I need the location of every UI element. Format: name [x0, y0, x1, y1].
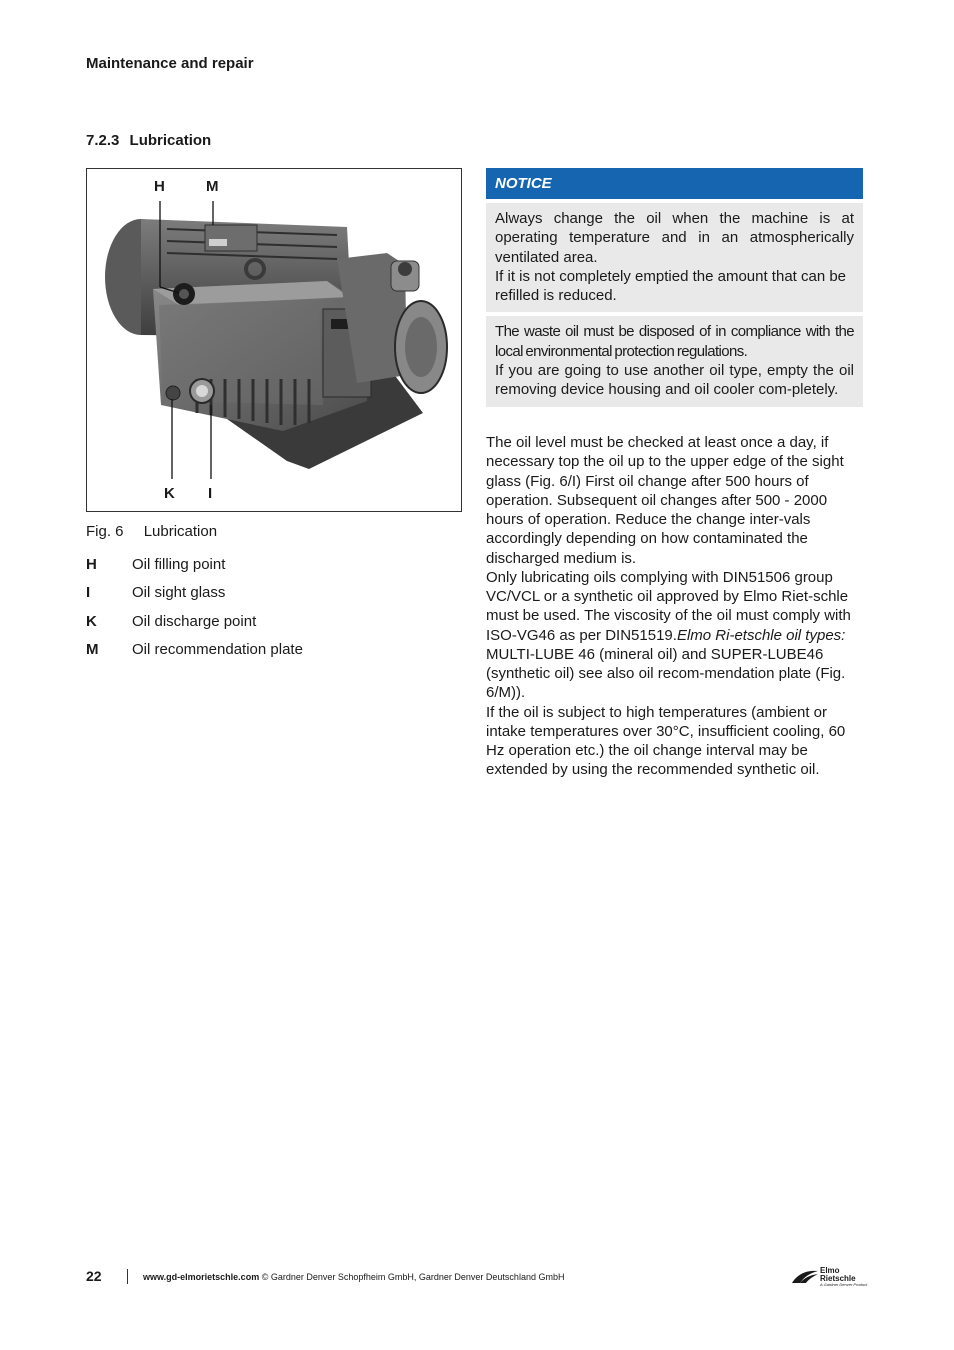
body-text-run: Only lubricating oils complying with DIN51506 group VC/VCL or a synthetic oil approved by Elmo Riet-schle must be used. The viscosity of the oil must comply with ISO-VG46 as per DIN51519.	[486, 568, 851, 644]
body-text	[486, 433, 863, 780]
notice-block-2	[486, 316, 863, 406]
legend-text: Oil discharge point	[132, 612, 257, 630]
notice-block-1	[486, 203, 863, 312]
figure-legend	[86, 556, 466, 669]
notice-title: NOTICE	[486, 168, 863, 199]
section-title: Lubrication	[129, 132, 212, 149]
running-title: Maintenance and repair	[86, 55, 254, 72]
logo-swoosh-icon	[790, 1269, 820, 1285]
page-number: 22	[86, 1268, 102, 1284]
legend-key: M	[86, 640, 99, 658]
footer-text	[143, 1272, 564, 1282]
notice-paragraph: If you are going to use another oil type, empty the oil removing device housing and oil cooler com-pletely.	[495, 362, 854, 399]
legend-key: K	[86, 612, 97, 630]
legend-key: H	[86, 556, 97, 573]
body-paragraph	[486, 568, 863, 703]
figure-lubrication	[86, 168, 462, 512]
footer-url[interactable]: www.gd-elmorietschle.com	[143, 1272, 260, 1282]
figure-caption	[86, 523, 217, 540]
figure-caption-text: Lubrication	[143, 523, 218, 540]
page-footer	[86, 1268, 866, 1290]
logo-line-1: Elmo	[820, 1266, 840, 1275]
section-heading	[86, 132, 211, 149]
body-text-italic: Elmo Ri-etschle oil types:	[676, 626, 846, 644]
vacuum-pump-illustration	[87, 169, 461, 511]
section-number: 7.2.3	[86, 132, 120, 149]
legend-text: Oil sight glass	[132, 584, 226, 602]
legend-text: Oil filling point	[132, 556, 226, 573]
footer-copyright: © Gardner Denver Schopfheim GmbH, Gardner Denver Deutschland GmbH	[259, 1272, 565, 1282]
legend-item	[86, 641, 466, 669]
figure-label-i: I	[208, 485, 213, 502]
legend-text: Oil recommendation plate	[132, 640, 303, 658]
elmo-rietschle-logo	[790, 1267, 868, 1289]
notice-paragraph: Always change the oil when the machine is at operating temperature and in an atmospherically ventilated area.	[495, 210, 854, 266]
legend-key: I	[86, 584, 91, 602]
figure-label-h: H	[154, 178, 165, 195]
body-paragraph: The oil level must be checked at least once a day, if necessary top the oil up to the upper edge of the sight glass (Fig. 6/I) First oil change after 500 hours of operation. Subsequent oil changes after 500 - 2000 hours of operation. Reduce the change inter-vals accordingly depending on how contaminated the discharged medium is.	[486, 434, 844, 567]
notice-paragraph: If it is not completely emptied the amount that can be refilled is reduced.	[495, 267, 847, 305]
notice-box	[486, 168, 863, 407]
body-paragraph: If the oil is subject to high temperatures (ambient or intake temperatures over 30°C, insufficient cooling, 60 Hz operation etc.) the oil change interval may be extended by using the recommended synthetic oil.	[486, 703, 846, 779]
legend-item	[86, 584, 466, 612]
logo-tagline: A Gardner Denver Product	[820, 1282, 868, 1287]
figure-label-m: M	[206, 178, 219, 195]
logo-line-2: Rietschle	[820, 1273, 856, 1283]
notice-paragraph: The waste oil must be disposed of in compliance with the local environmental protection regulations.	[495, 323, 854, 360]
body-text-run: MULTI-LUBE 46 (mineral oil) and SUPER-LUBE46 (synthetic oil) see also oil recom-mendation plate (Fig. 6/M)).	[486, 645, 846, 702]
legend-item	[86, 613, 466, 641]
logo-text	[820, 1267, 856, 1282]
figure-label-k: K	[164, 485, 175, 502]
footer-divider	[127, 1269, 128, 1284]
figure-caption-number: Fig. 6	[86, 523, 124, 540]
legend-item	[86, 556, 466, 584]
